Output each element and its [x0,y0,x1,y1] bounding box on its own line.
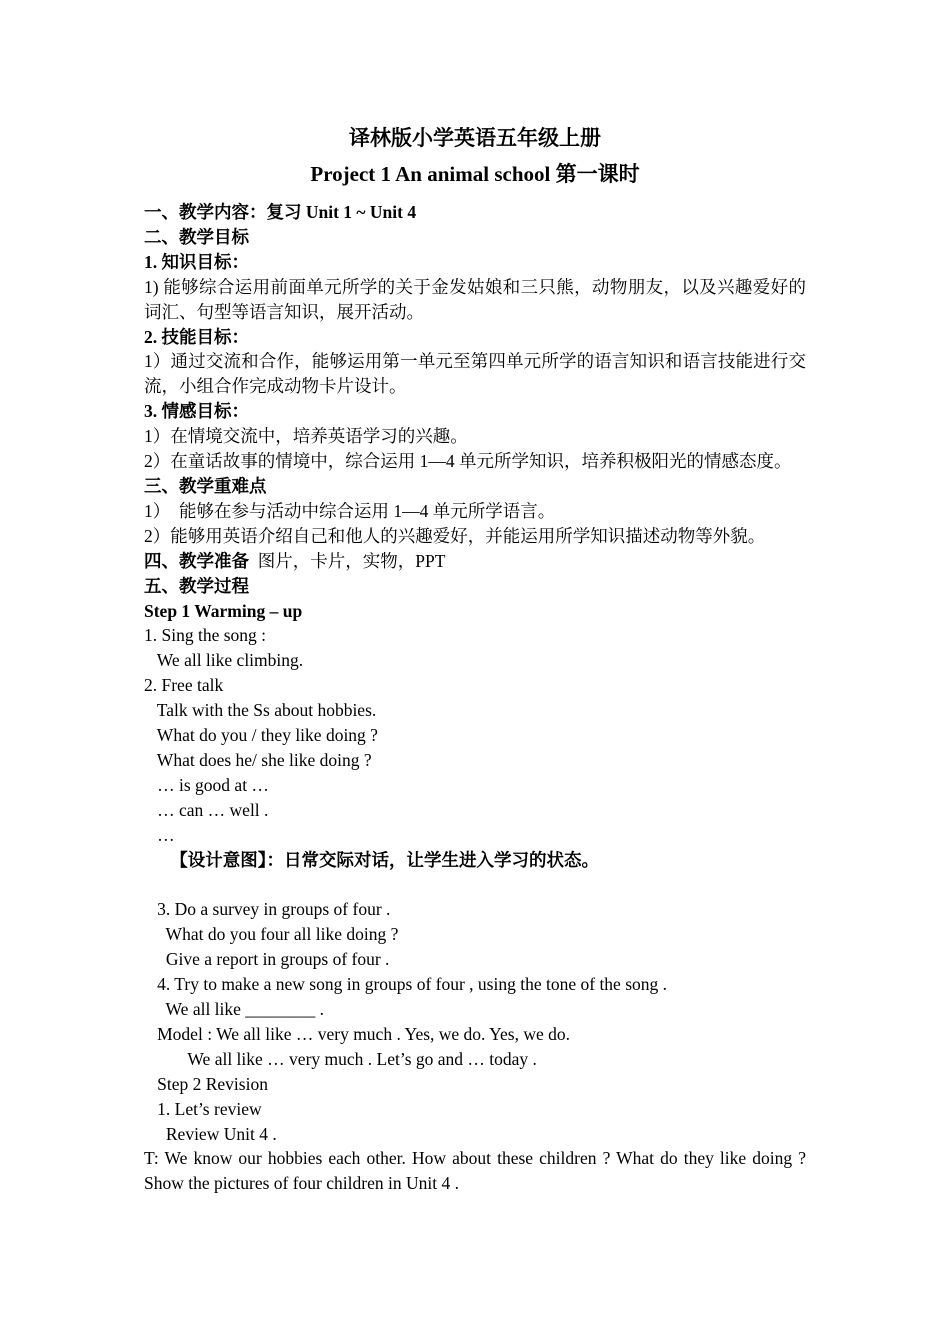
document-line [144,972,806,997]
document-title-en: Project 1 An animal school 第一课时 [310,162,640,186]
line-text: 3. Do a survey in groups of four . [144,899,391,920]
document-line [144,723,806,748]
line-text: 3. 情感目标： [144,401,249,422]
line-text: 1. 知识目标： [144,251,249,272]
document-line [144,698,806,723]
line-text: 1) 能够综合运用前面单元所学的关于金发姑娘和三只熊，动物朋友，以及兴趣爱好的词汇、句型等语言知识，展开活动。 [144,276,806,322]
document-line [144,1122,806,1147]
document-line [144,499,806,524]
line-text: We all like … very much . Let’s go and … today . [144,1048,537,1069]
line-text: … can … well . [144,799,269,820]
line-text: Give a report in groups of four . [144,949,390,970]
document-page [144,120,806,1196]
document-title-cn: 译林版小学英语五年级上册 [349,126,601,150]
line-text: 1） 能够在参与活动中综合运用 1—4 单元所学语言。 [144,500,556,521]
document-line [144,549,806,574]
document-line [144,1022,806,1047]
line-text: Step 2 Revision [144,1073,268,1094]
line-text: Step 1 Warming – up [144,600,303,621]
line-text: 1）通过交流和合作，能够运用第一单元至第四单元所学的语言知识和语言技能进行交流，小组合作完成动物卡片设计。 [144,351,806,397]
line-text: … [144,824,175,845]
document-line [144,225,806,250]
document-line [144,673,806,698]
line-text: 4. Try to make a new song in groups of four , using the tone of the song . [144,974,668,995]
document-line [144,574,806,599]
document-line [144,897,806,922]
line-text: 2）能够用英语介绍自己和他人的兴趣爱好，并能运用所学知识描述动物等外貌。 [144,525,766,546]
line-text: We all like ________ . [144,998,325,1019]
line-text: 五、教学过程 [144,575,249,596]
document-line [144,424,806,449]
line-text: Model : We all like … very much . Yes, we do. Yes, we do. [144,1023,571,1044]
document-body [144,200,806,1196]
line-text: 三、教学重难点 [144,475,267,496]
document-line [144,773,806,798]
document-line [144,349,806,399]
document-line [144,1072,806,1097]
document-line [144,922,806,947]
document-line [144,947,806,972]
line-text: 2. Free talk [144,675,224,696]
document-line [144,200,806,225]
line-text: 2）在童话故事的情境中，综合运用 1—4 单元所学知识，培养积极阳光的情感态度。 [144,451,792,472]
document-line [144,823,806,848]
line-text: 1. Let’s review [144,1098,262,1119]
line-text: 1）在情境交流中，培养英语学习的兴趣。 [144,426,468,447]
document-line [144,997,806,1022]
line-text: What do you four all like doing ? [144,924,399,945]
document-line [144,748,806,773]
document-line [144,848,806,873]
document-line [144,599,806,624]
document-line [144,449,806,474]
line-text: Review Unit 4 . [144,1123,277,1144]
document-line [144,1097,806,1122]
document-line [144,623,806,648]
document-line [144,325,806,350]
line-text: 1. Sing the song : [144,625,267,646]
line-text: 【设计意图】：日常交际对话，让学生进入学习的状态。 [144,849,599,870]
line-text: T: We know our hobbies each other. How about these children ? What do they like doing ? Show the pictures of four children in Unit 4 . [144,1148,806,1194]
line-tail-text: 图片，卡片，实物，PPT [249,550,446,571]
line-text: What do you / they like doing ? [144,725,378,746]
document-line [144,798,806,823]
document-line [144,250,806,275]
document-line [144,474,806,499]
document-line [144,1146,806,1196]
blank-line [144,872,806,897]
document-line [144,648,806,673]
line-text: 四、教学准备 [144,550,249,571]
document-line [144,1047,806,1072]
line-text: What does he/ she like doing ? [144,749,372,770]
line-text: Talk with the Ss about hobbies. [144,700,377,721]
document-line [144,399,806,424]
line-text: 二、教学目标 [144,226,249,247]
line-text: … is good at … [144,774,269,795]
line-text: We all like climbing. [144,650,304,671]
line-text: 2. 技能目标： [144,326,249,347]
document-line [144,275,806,325]
document-line [144,524,806,549]
line-text: 一、教学内容：复习 Unit 1 ~ Unit 4 [144,202,417,222]
